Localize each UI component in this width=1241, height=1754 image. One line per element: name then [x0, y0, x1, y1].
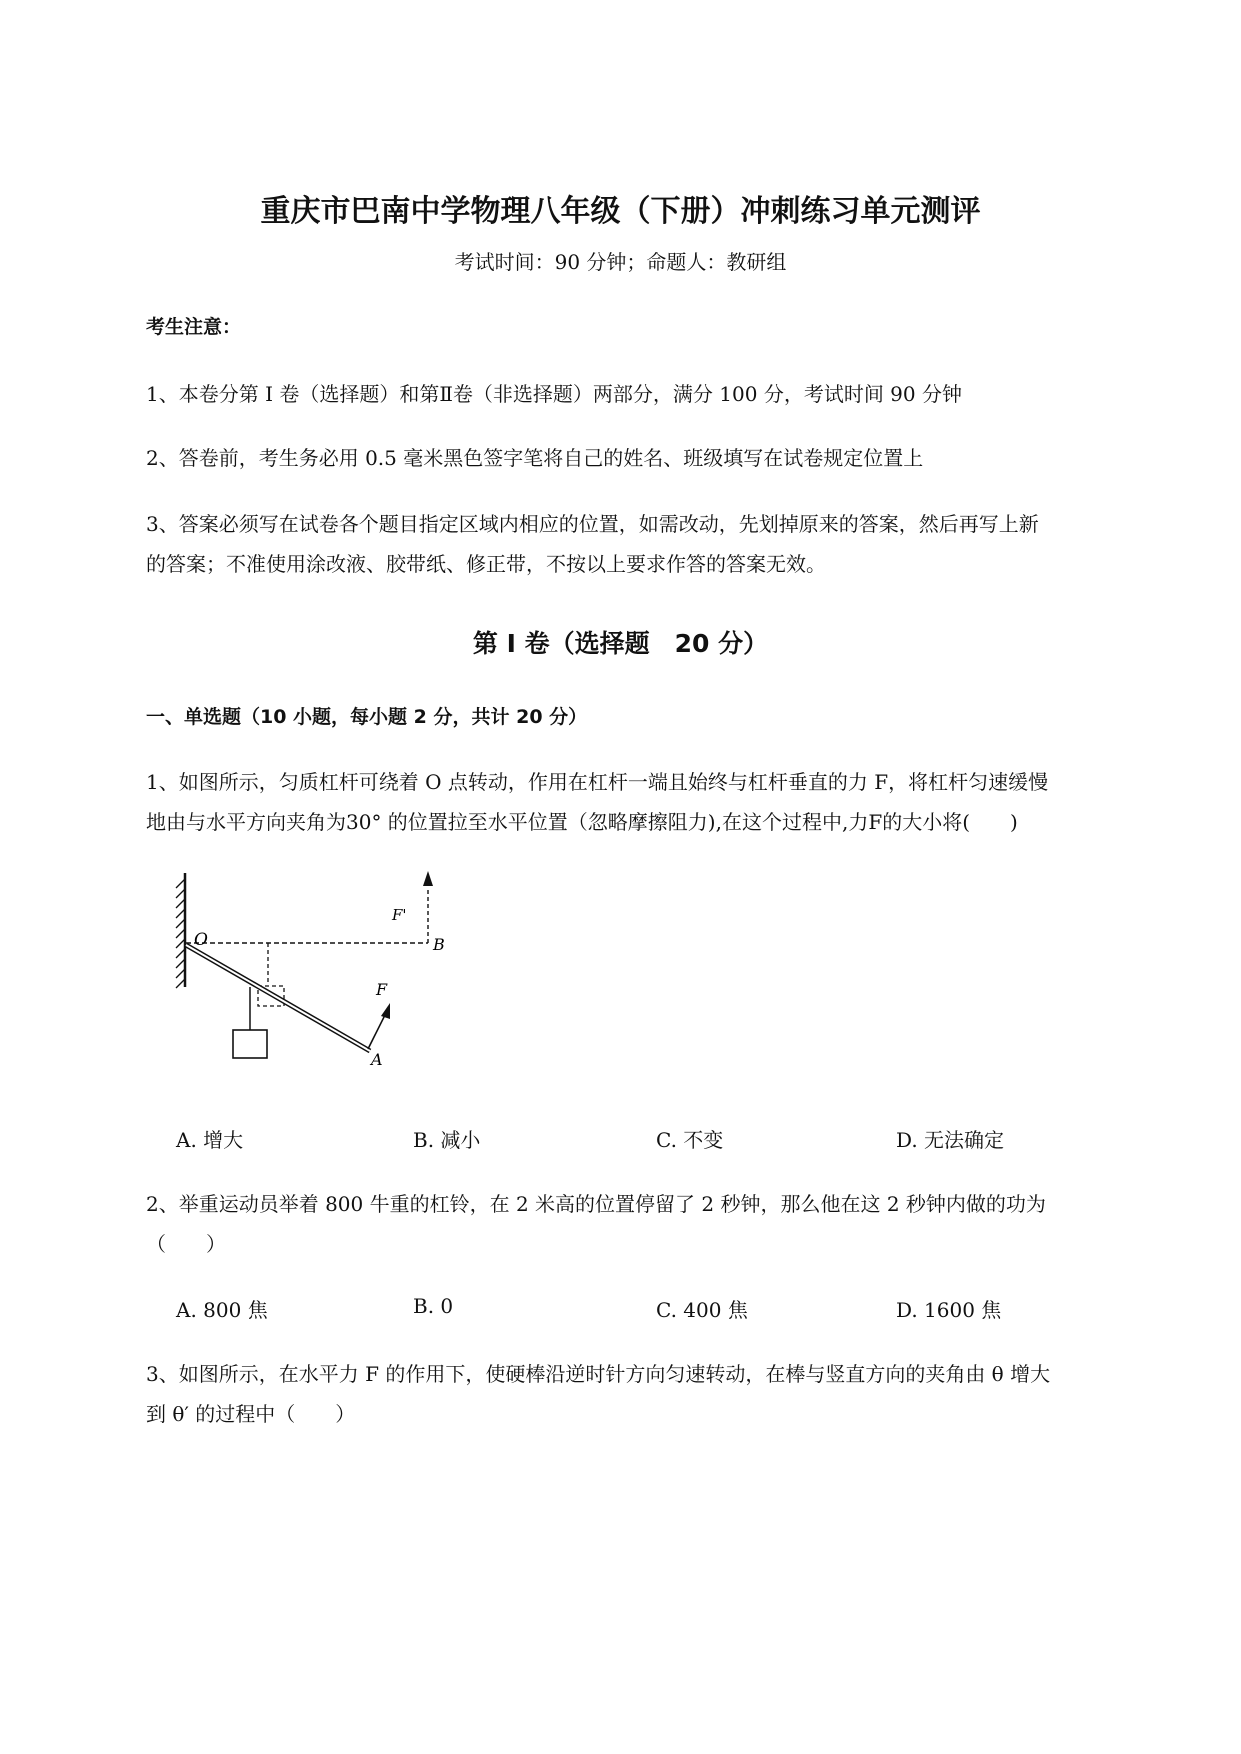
label-o: O: [194, 930, 208, 950]
notice-item-1: 1、本卷分第 I 卷（选择题）和第Ⅱ卷（非选择题）两部分，满分 100 分，考试时间 90 分钟: [146, 382, 962, 406]
q2-option-a[interactable]: A. 800 焦: [176, 1298, 268, 1322]
q1-option-d[interactable]: D. 无法确定: [896, 1128, 1005, 1152]
section-subtitle: 一、单选题（10 小题，每小题 2 分，共计 20 分）: [146, 706, 588, 728]
notice-item-3: 3、答案必须写在试卷各个题目指定区域内相应的位置，如需改动，先划掉原来的答案，然后再写上新: [146, 512, 1039, 536]
question-1-line-1: 1、如图所示，匀质杠杆可绕着 O 点转动，作用在杠杆一端且始终与杠杆垂直的力 F，将杠杆匀速缓慢: [146, 770, 1049, 794]
label-f: F: [376, 980, 388, 999]
q1-option-a[interactable]: A. 增大: [176, 1128, 244, 1152]
q1-option-c[interactable]: C. 不变: [656, 1128, 724, 1152]
q2-option-c[interactable]: C. 400 焦: [656, 1298, 748, 1322]
weight-block: [233, 1030, 267, 1058]
page-title: 重庆市巴南中学物理八年级（下册）冲刺练习单元测评: [260, 194, 981, 229]
question-2-line-2: （ ）: [146, 1232, 226, 1256]
force-f-arrow: [368, 1015, 385, 1049]
q2-option-d[interactable]: D. 1600 焦: [896, 1298, 1002, 1322]
label-f-prime: F': [392, 906, 407, 924]
lever-diagram: [170, 865, 470, 1070]
question-2-line-1: 2、举重运动员举着 800 牛重的杠铃，在 2 米高的位置停留了 2 秒钟，那么他在这 2 秒钟内做的功为: [146, 1192, 1046, 1216]
f-prime-arrowhead: [423, 871, 433, 886]
exam-info: 考试时间：90 分钟；命题人：教研组: [454, 250, 787, 274]
notice-item-3-cont: 的答案；不准使用涂改液、胶带纸、修正带，不按以上要求作答的答案无效。: [146, 552, 826, 576]
label-a: A: [371, 1050, 383, 1069]
q2-option-b[interactable]: B. 0: [413, 1294, 454, 1318]
q1-option-b[interactable]: B. 减小: [413, 1128, 481, 1152]
f-arrowhead: [381, 1003, 390, 1019]
wall: [176, 873, 185, 988]
question-1-line-2: 地由与水平方向夹角为30° 的位置拉至水平位置（忽略摩擦阻力),在这个过程中,力F的大小将( ): [146, 810, 1018, 834]
notice-item-2: 2、答卷前，考生务必用 0.5 毫米黑色签字笔将自己的姓名、班级填写在试卷规定位置上: [146, 446, 924, 470]
lever-bar-fill: [186, 945, 370, 1051]
question-3-line-2: 到 θ′ 的过程中（ ）: [146, 1402, 356, 1426]
notice-heading: 考生注意：: [146, 316, 242, 338]
section-title: 第 I 卷（选择题 20 分）: [472, 629, 769, 658]
question-3-line-1: 3、如图所示，在水平力 F 的作用下，使硬棒沿逆时针方向匀速转动，在棒与竖直方向的夹角由 θ 增大: [146, 1362, 1051, 1386]
label-b: B: [433, 935, 445, 954]
